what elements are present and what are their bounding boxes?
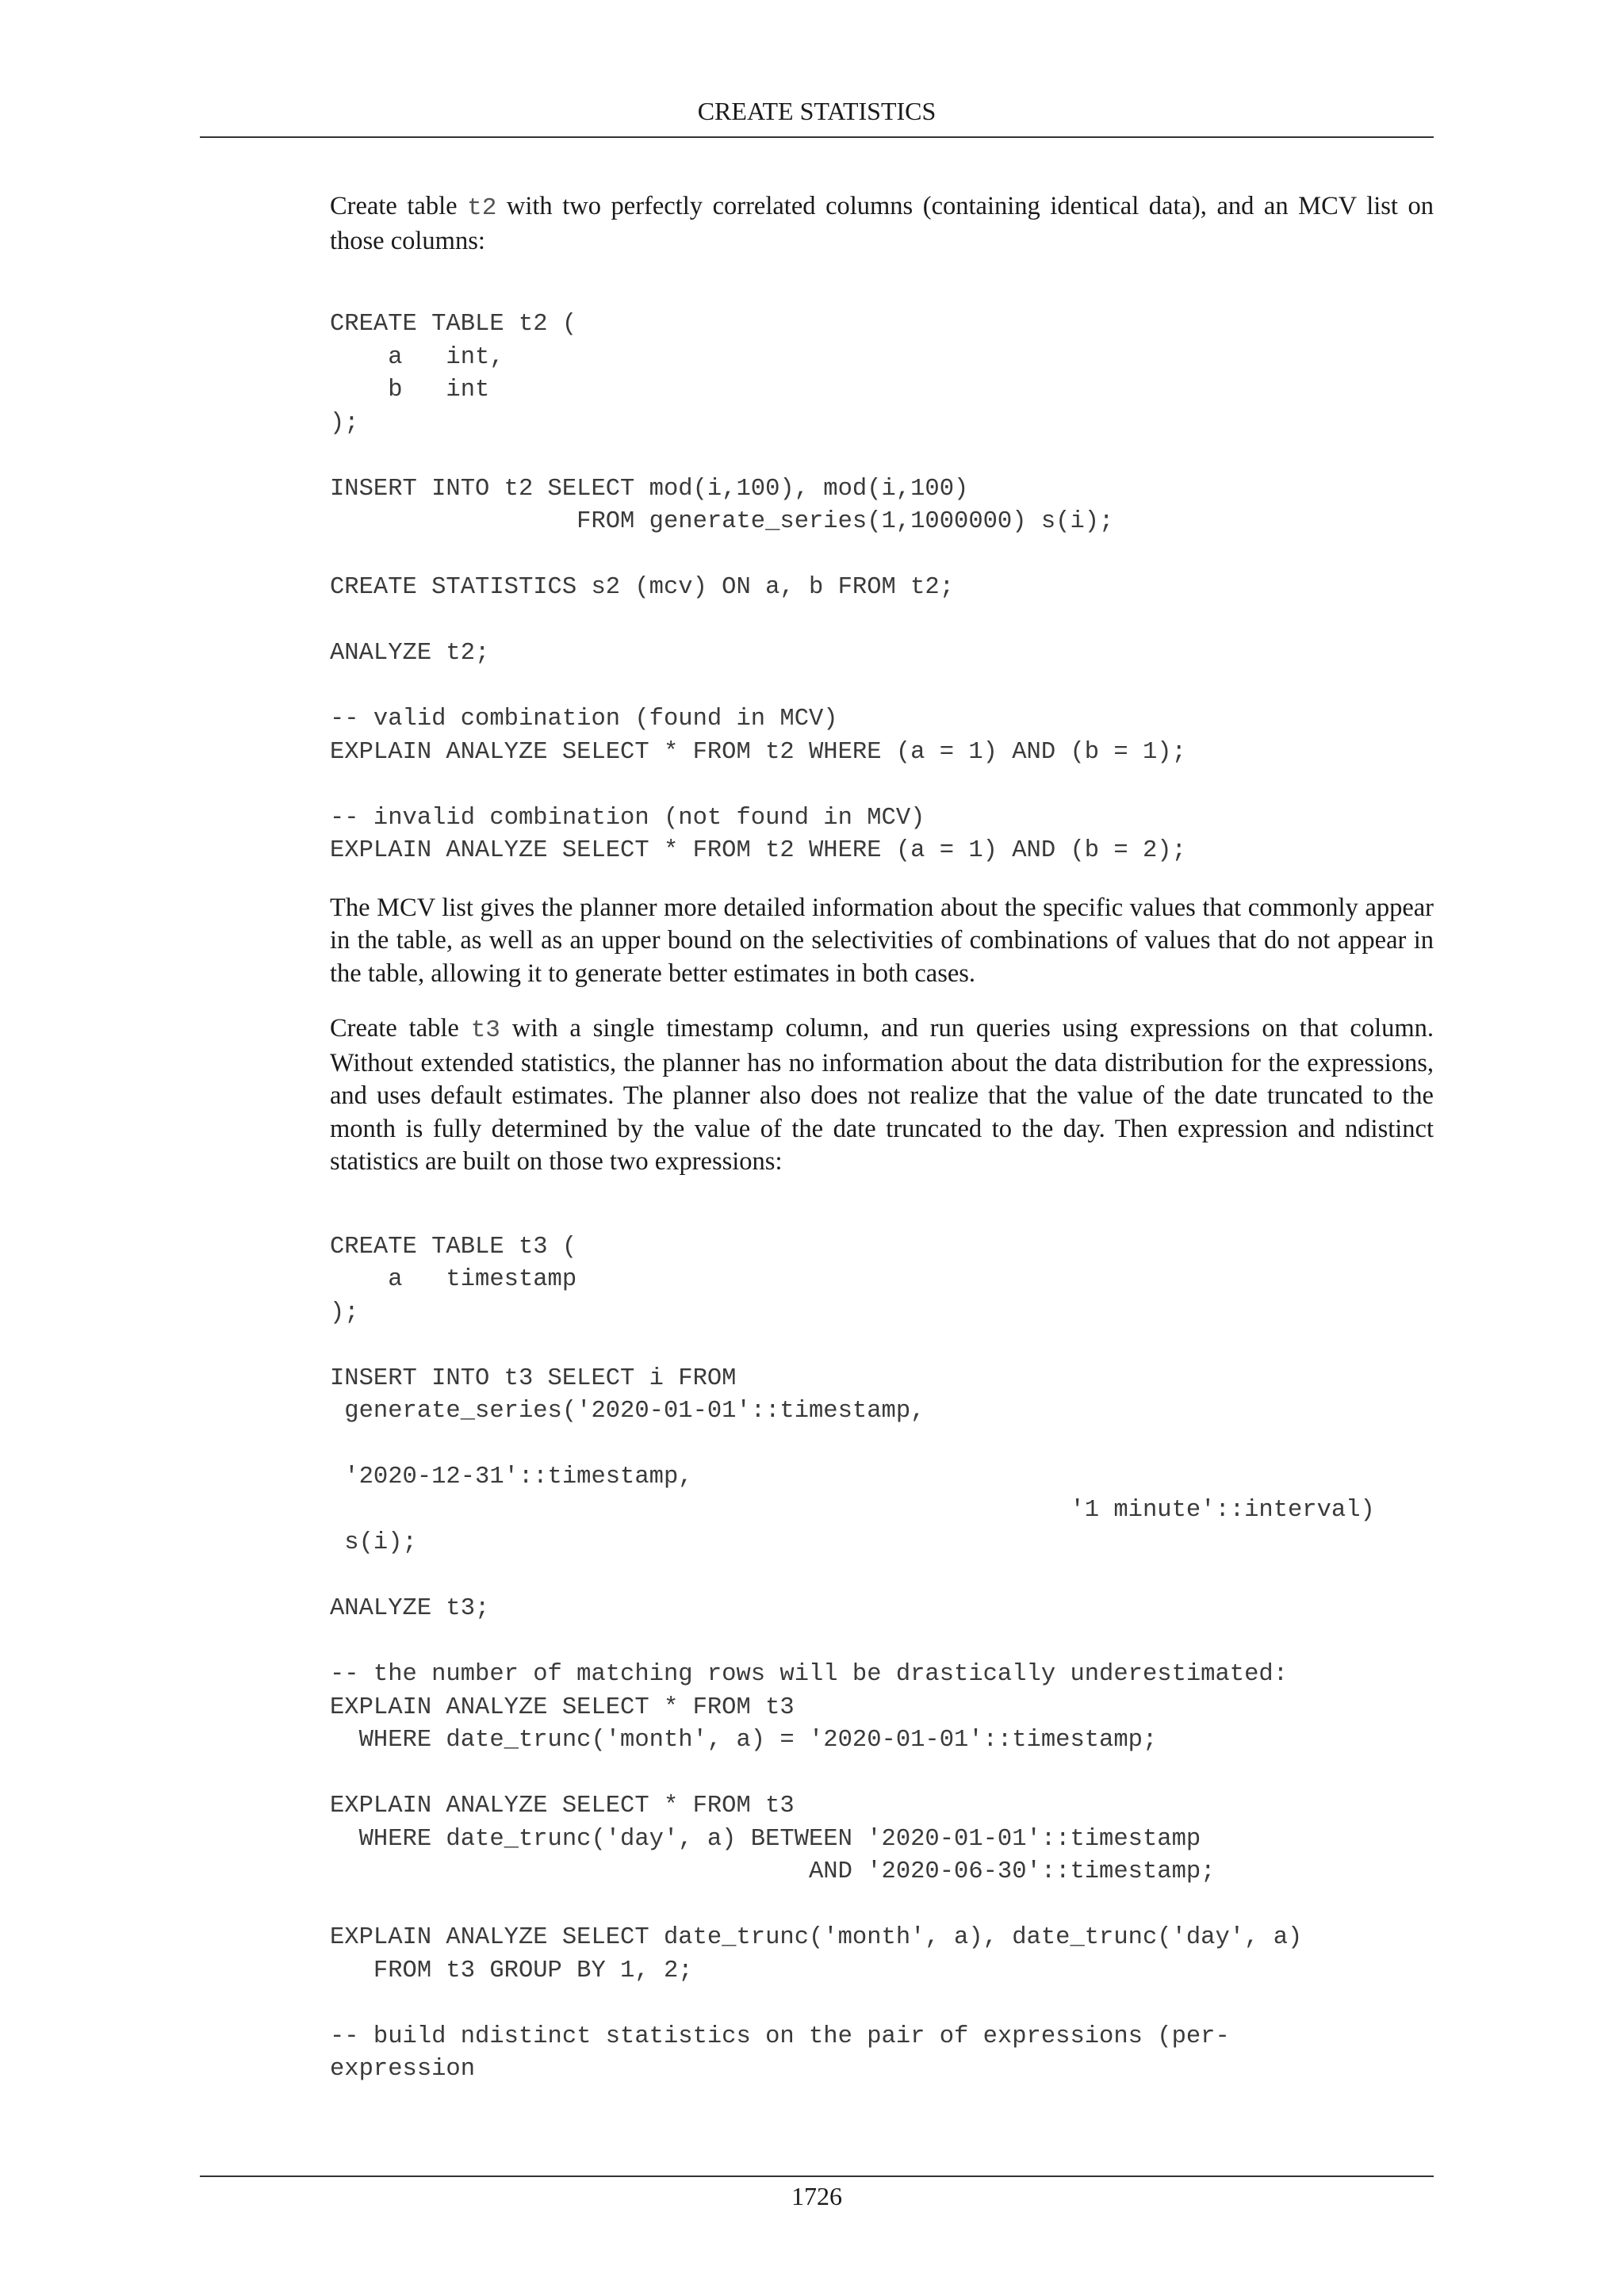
running-header: CREATE STATISTICS (697, 97, 936, 125)
code-block-t3: CREATE TABLE t3 ( a timestamp ); INSERT INTO t3 SELECT i FROM generate_series('2020-01-01'::timestamp, '2020-12-31'::timestamp, '1 minute'::interval) s(i); ANALYZE t3; -- the number of matching rows will be drastically underestimated: EXPLAIN ANALYZE SELECT * FROM t3 WHERE date_trunc('month', a) = '2020-01-01'::timestamp; EXPLAIN ANALYZE SELECT * FROM t3 WHERE date_trunc('day', a) BETWEEN '2020-01-01'::timestamp AND '2020-06-30'::timestamp; EXPLAIN ANALYZE SELECT date_trunc('month', a), date_trunc('day', a) FROM t3 GROUP BY 1, 2; -- build ndistinct statistics on the pair of expressions (per- expression (330, 1233, 1375, 2083)
intro-t3-paragraph (330, 1012, 1434, 1179)
intro-t2-paragraph (330, 190, 1434, 258)
inline-code-t3: t3 (470, 1016, 500, 1044)
mcv-explanation-paragraph: The MCV list gives the planner more detailed information about the specific values that commonly appear in the table, as well as an upper bound on the selectivities of combinations of values that do not appear in the table, allowing it to generate better estimates in both cases. (330, 893, 1434, 988)
intro-t2-text-start: Create table (330, 192, 468, 220)
intro-t3-text-start: Create table (330, 1014, 471, 1043)
footer-rule (200, 2175, 1434, 2177)
header-rule (200, 136, 1434, 138)
page-number: 1726 (791, 2182, 842, 2210)
inline-code-t2: t2 (467, 194, 497, 222)
code-block-t2: CREATE TABLE t2 ( a int, b int ); INSERT INTO t2 SELECT mod(i,100), mod(i,100) FROM generate_series(1,1000000) s(i); CREATE STATISTICS s2 (mcv) ON a, b FROM t2; ANALYZE t2; -- valid combination (found in MCV) EXPLAIN ANALYZE SELECT * FROM t2 WHERE (a = 1) AND (b = 1); -- invalid combination (not found in MCV) EXPLAIN ANALYZE SELECT * FROM t2 WHERE (a = 1) AND (b = 2); (330, 311, 1186, 864)
intro-t2-text-end: with two perfectly correlated columns (containing identical data), and an MCV list on those columns: (330, 192, 1434, 255)
page-body (330, 190, 1434, 2087)
intro-t3-text-end: with a single timestamp column, and run queries using expressions on that column. Without extended statistics, the planner has no information about the data distribution for the expressions, and uses default estimates. The planner also does not realize that the value of the date truncated to the month is fully determined by the value of the date truncated to the day. Then expression and ndistinct statistics are built on those two expressions: (330, 1014, 1434, 1176)
